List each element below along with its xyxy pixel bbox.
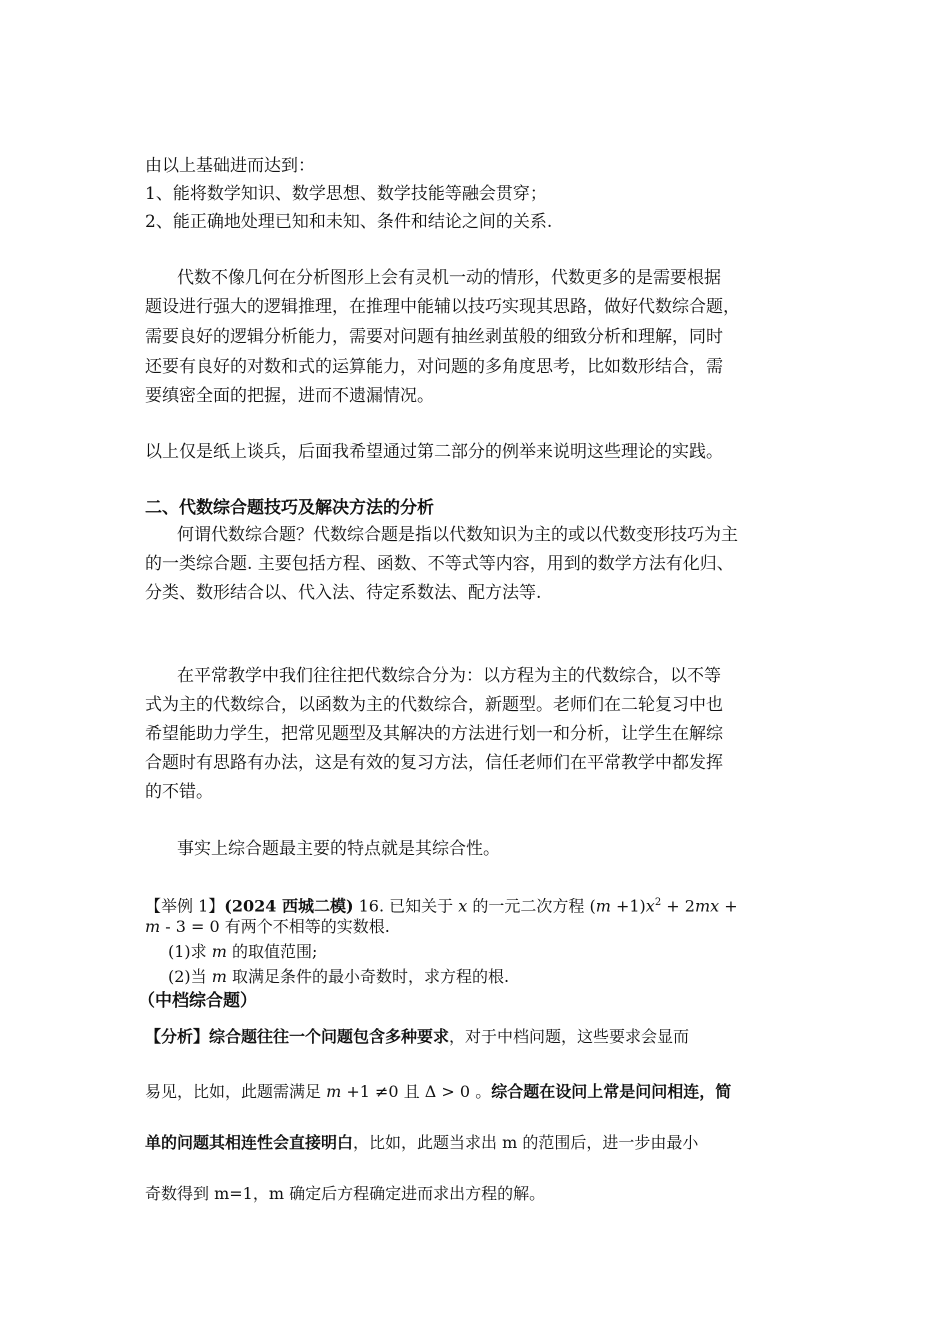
para3-line-5: 的不错。 xyxy=(145,782,213,802)
analysis-tag: 【分析】 xyxy=(145,1027,210,1046)
para3-line-4: 合题时有思路有办法，这是有效的复习方法，信任老师们在平常教学中都发挥 xyxy=(145,753,723,773)
section-line-1: 何谓代数综合题？代数综合题是指以代数知识为主的或以代数变形技巧为主 xyxy=(177,525,738,545)
example-question-2: (2)当 m 取满足条件的最小奇数时，求方程的根. xyxy=(168,967,510,986)
para1-line-4: 还要有良好的对数和式的运算能力，对问题的多角度思考，比如数形结合，需 xyxy=(145,357,723,377)
para3-line-3: 希望能助力学生，把常见题型及其解决的方法进行划一和分析，让学生在解综 xyxy=(145,724,723,744)
intro-item-2: 2、能正确地处理已知和未知、条件和结论之间的关系. xyxy=(145,212,553,232)
intro-lead: 由以上基础进而达到： xyxy=(145,156,315,176)
analysis-line-4: 奇数得到 m=1，m 确定后方程确定进而求出方程的解。 xyxy=(145,1184,546,1203)
intro-item-1: 1、能将数学知识、数学思想、数学技能等融会贯穿； xyxy=(145,184,547,204)
para3-line-2: 式为主的代数综合，以函数为主的代数综合，新题型。老师们在二轮复习中也 xyxy=(145,695,723,715)
para1-line-5: 要缜密全面的把握，进而不遗漏情况。 xyxy=(145,386,434,406)
analysis-line-2: 易见，比如，此题需满足 m +1 ≠0 且 Δ > 0 。综合题在设问上常是问问相连，简 xyxy=(145,1082,732,1101)
difficulty-label: （中档综合题） xyxy=(138,991,257,1011)
example-line-2: m - 3 = 0 有两个不相等的实数根. xyxy=(145,917,390,936)
section-line-3: 分类、数形结合以、代入法、待定系数法、配方法等. xyxy=(145,583,542,603)
para1-line-1: 代数不像几何在分析图形上会有灵机一动的情形，代数更多的是需要根据 xyxy=(177,268,721,288)
example-source: (2024 西城二模) xyxy=(224,896,354,916)
example-tag: 【举例 1】 xyxy=(145,896,225,916)
section-line-2: 的一类综合题. 主要包括方程、函数、不等式等内容，用到的数学方法有化归、 xyxy=(145,554,734,574)
para2: 以上仅是纸上谈兵，后面我希望通过第二部分的例举来说明这些理论的实践。 xyxy=(145,442,723,462)
section-heading: 二、代数综合题技巧及解决方法的分析 xyxy=(145,498,434,518)
analysis-line-3: 单的问题其相连性会直接明白，比如，此题当求出 m 的范围后，进一步由最小 xyxy=(145,1133,699,1152)
example-line-1: 【举例 1】(2024 西城二模) 16. 已知关于 x 的一元二次方程 $(m +1)x^2 + 2mx$ + xyxy=(145,896,738,916)
para3-line-1: 在平常教学中我们往往把代数综合分为：以方程为主的代数综合，以不等 xyxy=(177,666,721,686)
para4: 事实上综合题最主要的特点就是其综合性。 xyxy=(177,839,500,859)
example-question-1: (1)求 m 的取值范围; xyxy=(168,942,318,961)
para1-line-2: 题设进行强大的逻辑推理，在推理中能辅以技巧实现其思路，做好代数综合题， xyxy=(145,297,740,317)
para1-line-3: 需要良好的逻辑分析能力，需要对问题有抽丝剥茧般的细致分析和理解，同时 xyxy=(145,327,723,347)
analysis-line-1: 【分析】综合题往往一个问题包含多种要求，对于中档问题，这些要求会显而 xyxy=(145,1027,690,1046)
